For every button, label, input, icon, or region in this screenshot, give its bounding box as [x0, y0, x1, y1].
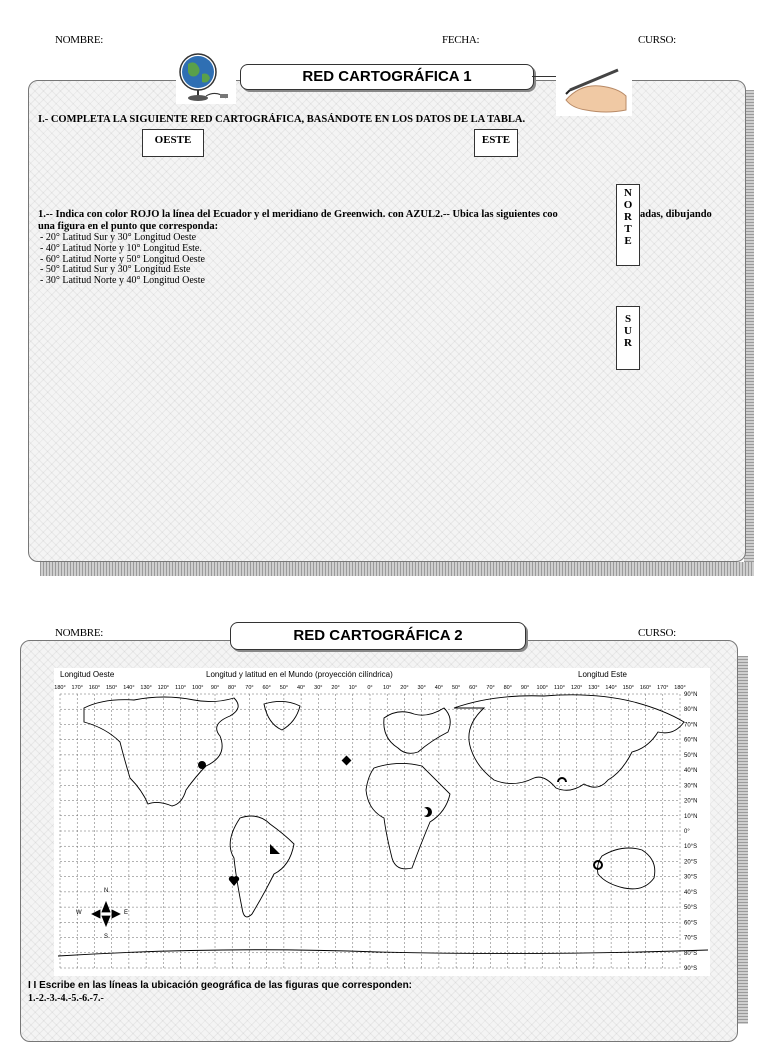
longitude-tick-label: 130°	[588, 685, 600, 691]
latitude-tick-label: 90°N	[684, 692, 698, 698]
longitude-tick-label: 60°	[469, 685, 478, 691]
latitude-tick-label: 80°N	[684, 707, 698, 714]
longitude-tick-label: 180°	[674, 685, 686, 691]
latitude-tick-label: 70°N	[684, 722, 698, 729]
longitude-tick-label: 160°	[88, 685, 101, 691]
compass-w: W	[76, 910, 82, 916]
latitude-tick-label: 10°S	[684, 844, 698, 851]
latitude-tick-label: 30°S	[684, 874, 698, 881]
curso-label: CURSO:	[638, 34, 676, 46]
coordinates-list	[40, 233, 205, 287]
coordinate-item: - 20° Latitud Sur y 30° Longitud Oeste	[40, 232, 197, 243]
longitude-tick-label: 160°	[639, 685, 652, 691]
longitude-tick-label: 110°	[175, 685, 187, 691]
box-norte	[616, 184, 640, 266]
longitude-tick-label: 170°	[71, 685, 83, 691]
longitude-tick-label: 100°	[536, 685, 548, 691]
latitude-tick-label: 30°N	[684, 783, 698, 790]
figure-arch	[558, 778, 566, 782]
fecha-label: FECHA:	[442, 34, 480, 46]
longitude-tick-label: 0°	[367, 685, 373, 691]
longitude-tick-label: 40°	[434, 685, 444, 691]
hand-writing-icon	[556, 60, 632, 116]
greenland-outline	[264, 701, 300, 730]
longitude-tick-label: 20°	[331, 685, 340, 691]
antarctica-outline	[58, 950, 708, 956]
longitude-tick-label: 20°	[400, 685, 409, 691]
instruction-2-line1-end: adas, dibujando	[640, 209, 712, 220]
norte-letter: O	[623, 199, 633, 211]
norte-letter: R	[624, 211, 632, 223]
longitude-tick-label: 10°	[383, 685, 392, 691]
latitude-tick-label: 90°S	[684, 966, 698, 972]
latitude-tick-label: 50°S	[684, 905, 698, 912]
africa-outline	[366, 763, 450, 868]
latitude-tick-label: 20°S	[684, 859, 698, 866]
longitude-tick-label: 80°	[228, 685, 237, 691]
compass-e: E	[124, 910, 129, 916]
instruction-2-line2: una figura en el punto que corresponda:	[38, 221, 219, 232]
latitude-tick-label: 60°S	[684, 920, 698, 927]
longitude-tick-label: 150°	[105, 685, 118, 691]
coordinate-item: - 40° Latitud Norte y 10° Longitud Este.	[40, 242, 202, 254]
latitude-tick-label: 40°N	[684, 768, 698, 775]
longitude-tick-label: 70°	[245, 685, 254, 691]
longitude-tick-label: 70°	[486, 685, 495, 691]
europe-outline	[384, 708, 450, 753]
instruction-1: I.- COMPLETA LA SIGUIENTE RED CARTOGRÁFICA, BASÁNDOTE EN LOS DATOS DE LA TABLA.	[38, 114, 526, 125]
coordinate-item: - 50° Latitud Sur y 30° Longitud Este	[40, 264, 191, 276]
compass-s: S	[104, 934, 109, 940]
figure-diamond	[342, 756, 352, 766]
box-sur	[616, 306, 640, 370]
compass-n: N	[104, 888, 109, 894]
longitude-tick-label: 140°	[123, 685, 135, 691]
title-connector-line	[532, 76, 558, 77]
latitude-tick-label: 70°S	[684, 935, 698, 942]
coordinate-item: - 30° Latitud Norte y 40° Longitud Oeste	[40, 275, 205, 287]
latitude-tick-label: 80°S	[684, 950, 698, 957]
world-map	[54, 668, 710, 976]
longitude-tick-label: 130°	[140, 685, 152, 691]
page1-title: RED CARTOGRÁFICA 1	[240, 64, 534, 90]
curso-label-2: CURSO:	[638, 627, 676, 639]
map-label-west: Longitud Oeste	[60, 670, 115, 679]
longitude-tick-label: 140°	[605, 685, 617, 691]
longitude-tick-label: 100°	[192, 685, 204, 691]
map-label-east: Longitud Este	[578, 670, 627, 679]
norte-letter: N	[624, 187, 632, 199]
longitude-tick-label: 150°	[622, 685, 635, 691]
longitude-tick-label: 30°	[314, 685, 323, 691]
longitude-tick-label: 50°	[451, 685, 461, 691]
longitude-tick-label: 90°	[210, 685, 220, 691]
sur-letter: U	[624, 325, 632, 337]
box-este: ESTE	[474, 129, 518, 157]
norte-letter: E	[624, 235, 632, 247]
figure-triangle	[270, 844, 280, 854]
latitude-tick-label: 60°N	[684, 737, 698, 744]
instruction-2-line1: 1.-- Indica con color ROJO la línea del Ecuador y el meridiano de Greenwich. con AZUL2.-- Ubica las siguientes coo	[38, 209, 558, 220]
box-oeste: OESTE	[142, 129, 204, 157]
answers-2: 1.-2.-3.-4.-5.-6.-7.-	[28, 993, 104, 1004]
figure-circle	[198, 761, 206, 769]
figure-moon	[424, 807, 432, 817]
map-label-center: Longitud y latitud en el Mundo (proyección cilíndrica)	[206, 670, 393, 679]
longitude-tick-label: 30°	[417, 685, 426, 691]
globe-icon	[176, 52, 236, 104]
latitude-tick-label: 20°N	[684, 798, 698, 805]
longitude-tick-label: 50°	[279, 685, 289, 691]
longitude-tick-label: 120°	[570, 685, 583, 691]
coordinate-item: - 60° Latitud Norte y 50° Longitud Oeste	[40, 253, 205, 265]
longitude-tick-label: 40°	[296, 685, 306, 691]
australia-outline	[598, 848, 655, 889]
latitude-tick-label: 40°S	[684, 889, 698, 896]
longitude-tick-label: 90°	[520, 685, 530, 691]
question-2: I I Escribe en las líneas la ubicación geográfica de las figuras que corresponden:	[28, 980, 413, 991]
sur-letter: R	[624, 337, 632, 349]
longitude-tick-label: 180°	[54, 685, 66, 691]
longitude-tick-label: 60°	[262, 685, 271, 691]
longitude-tick-label: 170°	[657, 685, 669, 691]
longitude-tick-label: 110°	[553, 685, 565, 691]
map-grid-svg	[54, 668, 710, 976]
panel1-shadow-bottom	[40, 562, 754, 576]
nombre-label-2: NOMBRE:	[55, 627, 104, 639]
latitude-tick-label: 10°N	[684, 813, 698, 820]
nombre-label: NOMBRE:	[55, 34, 104, 46]
longitude-tick-label: 10°	[348, 685, 357, 691]
sur-letter: S	[624, 313, 632, 325]
longitude-tick-label: 80°	[503, 685, 512, 691]
latitude-tick-label: 50°N	[684, 752, 698, 759]
norte-letter: T	[624, 223, 632, 235]
page2-title: RED CARTOGRÁFICA 2	[230, 622, 526, 650]
latitude-tick-label: 0°	[684, 829, 690, 835]
longitude-tick-label: 120°	[157, 685, 170, 691]
